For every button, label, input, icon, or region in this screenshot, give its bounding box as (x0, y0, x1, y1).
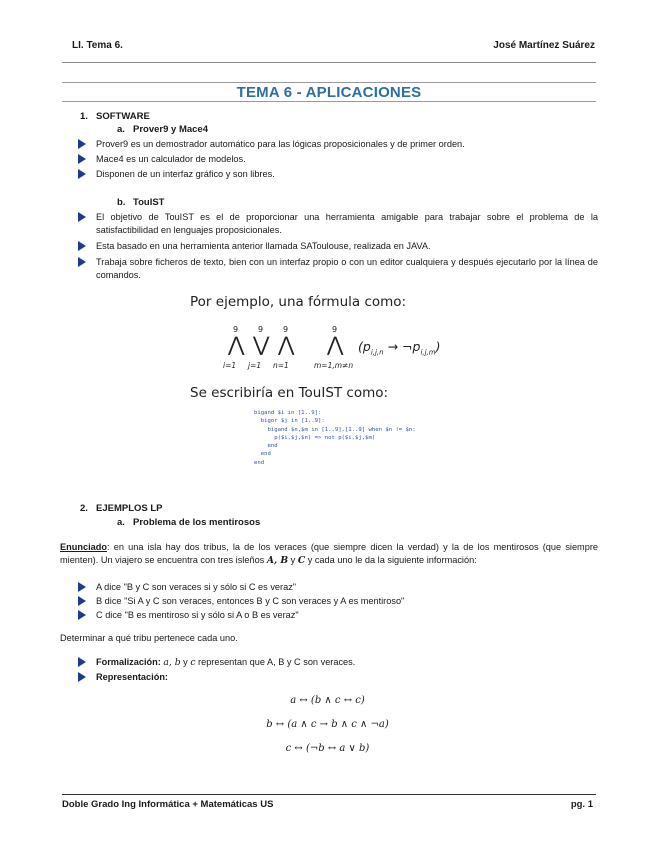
statement-item: A dice "B y C son veraces si y sólo si C es veraz" (78, 581, 598, 594)
page-title: TEMA 6 - APLICACIONES (236, 84, 422, 101)
arrow-bullet-icon (78, 610, 86, 620)
section-2-number: 2. (80, 503, 88, 514)
formalizacion-item: Formalización: a, b y c representan que A, B y C son veraces. (78, 656, 598, 669)
page-number: pg. 1 (570, 799, 593, 810)
arrow-bullet-icon (78, 257, 86, 267)
header-right: José Martínez Suárez (493, 40, 595, 51)
subsection-1b-label: b. (117, 197, 126, 208)
arrow-bullet-icon (78, 169, 86, 179)
bullet-item: Disponen de un interfaz gráfico y son libres. (78, 168, 598, 181)
statement-item: B dice "Si A y C son veraces, entonces B y C son veraces y A es mentiroso" (78, 595, 598, 608)
bullet-item: Prover9 es un demostrador automático para las lógicas proposicionales y de primer orden. (78, 138, 598, 151)
code-line: end (254, 459, 265, 466)
section-2-heading: EJEMPLOS LP (96, 503, 163, 514)
header-rule (62, 62, 596, 63)
arrow-bullet-icon (78, 139, 86, 149)
example-formula: 9 9 9 9 ⋀ ⋁ ⋀ ⋀ i=1 j=1 n=1 m=1,m≠n ($p_{i,j,n}$ → $\neg p_{i,j,m}$) (223, 325, 441, 370)
arrow-bullet-icon (78, 672, 86, 682)
figure-caption-2: Se escribiría en TouIST como: (190, 385, 389, 401)
representacion-item: Representación: (78, 671, 598, 684)
arrow-bullet-icon (78, 582, 86, 592)
formula-b: b ↔ (a ∧ c → b ∧ c ∧ ¬a) (266, 719, 389, 730)
formula-c: c ↔ (¬b ↔ a ∨ b) (285, 743, 370, 754)
statement-item: C dice "B es mentiroso si y sólo si A o B es veraz" (78, 609, 598, 622)
footer-left: Doble Grado Ing Informática + Matemáticas US (62, 799, 274, 810)
subsection-1a-heading: Prover9 y Mace4 (133, 124, 208, 135)
formula-a: a ↔ (b ∧ c ↔ c) (290, 695, 365, 706)
arrow-bullet-icon (78, 154, 86, 164)
header-left: LI. Tema 6. (72, 40, 123, 51)
code-line: end (254, 451, 271, 458)
code-line: bigand $n,$m in [1..9],[1..9] when $n != $n: (254, 426, 416, 433)
subsection-1b-heading: TouIST (133, 197, 165, 208)
enunciado-paragraph: Enunciado: en una isla hay dos tribus, la de los veraces (que siempre dicen la verdad) y la de los mentirosos (que siempre mienten). Un viajero se encuentra con tres isleños A, B y C y cada uno le da la siguiente información: (60, 542, 598, 566)
arrow-bullet-icon (78, 212, 86, 222)
subsection-1a-label: a. (117, 124, 125, 135)
bullet-item: Esta basado en una herramienta anterior llamada SAToulouse, realizada en JAVA. (78, 240, 598, 253)
code-line: bigor $j in [1..9]: (254, 418, 325, 425)
footer-rule (62, 794, 596, 795)
section-1-heading: SOFTWARE (96, 111, 150, 122)
bullet-item: El objetivo de TouIST es el de proporcionar una herramienta amigable para trabajar sobre el problema de la satisfactibilidad en lenguajes proposicionales. (78, 211, 598, 237)
arrow-bullet-icon (78, 657, 86, 667)
subsection-2a-label: a. (117, 517, 125, 528)
code-line: end (254, 443, 278, 450)
arrow-bullet-icon (78, 596, 86, 606)
arrow-bullet-icon (78, 241, 86, 251)
code-line: bigand $i in [1..9]: (254, 410, 322, 416)
subsection-2a-heading: Problema de los mentirosos (133, 517, 261, 528)
bullet-item: Mace4 es un calculador de modelos. (78, 153, 598, 166)
code-line: p($i,$j,$n) => not p($i,$j,$m) (254, 434, 376, 441)
bullet-item: Trabaja sobre ficheros de texto, bien con un interfaz propio o con un editor cualquiera y después ejecutarlo por la línea de comandos. (78, 256, 598, 282)
touist-code-block (254, 409, 416, 467)
determinar-text: Determinar a qué tribu pertenece cada uno. (60, 633, 238, 643)
section-1-number: 1. (80, 111, 88, 122)
figure-caption-1: Por ejemplo, una fórmula como: (190, 294, 407, 310)
title-bar (62, 82, 596, 102)
